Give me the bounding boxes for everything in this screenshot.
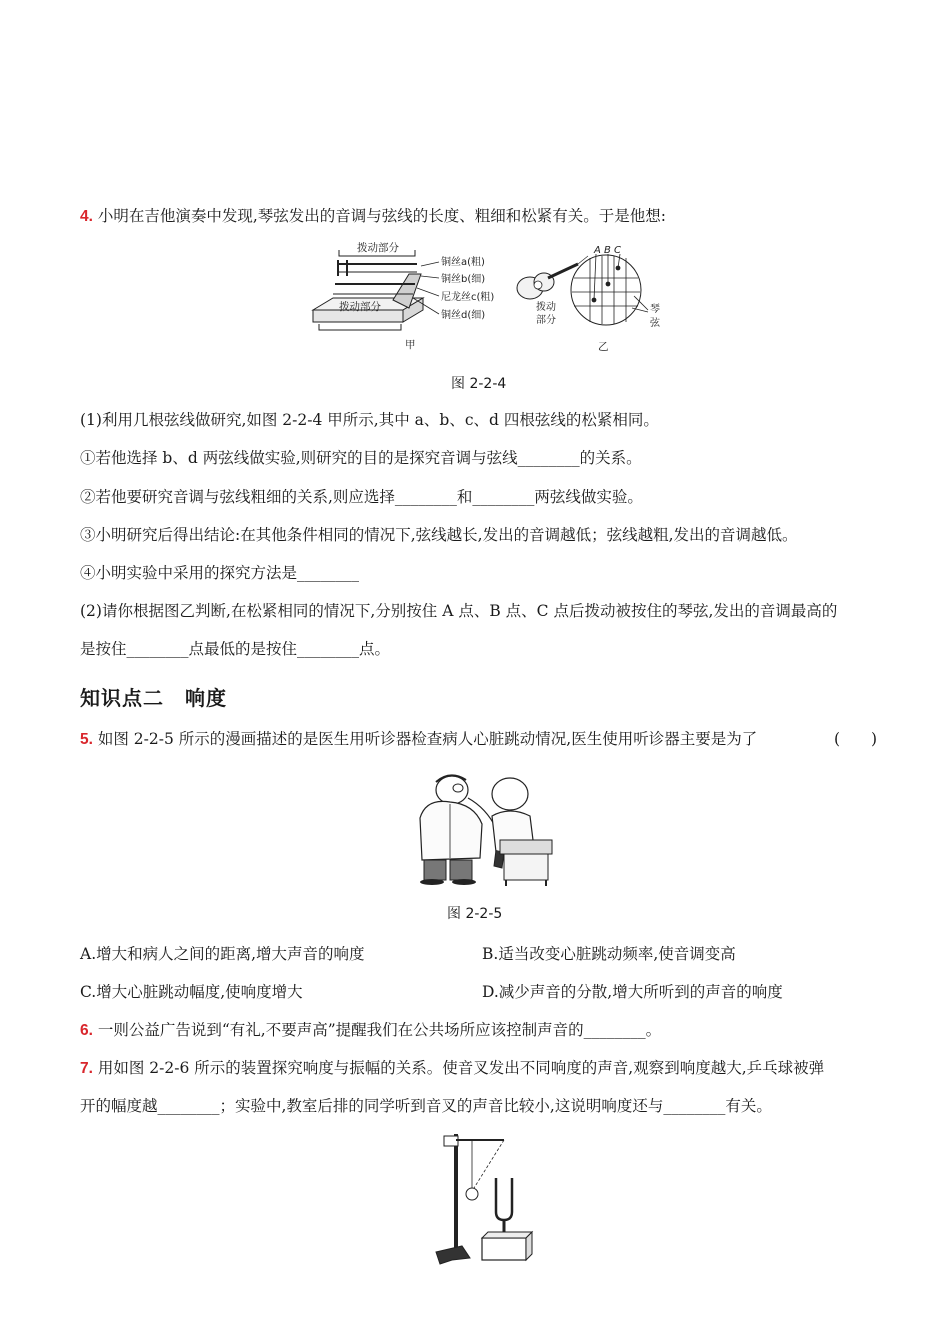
question-text: 如图 2-2-5 所示的漫画描述的是医生用听诊器检查病人心脏跳动情况,医生使用听诊器主要是为了 [97, 730, 758, 748]
q4-part1-3: ③小明研究后得出结论:在其他条件相同的情况下,弦线越长,发出的音调越低；弦线越粗,发出的音调越低。 [80, 526, 798, 544]
label-yi: 乙 [598, 341, 609, 353]
option-d[interactable]: D.减少声音的分散,增大所听到的声音的响度 [482, 983, 783, 1001]
section-heading: 知识点二 响度 [80, 686, 227, 710]
figure-stethoscope-cartoon [400, 768, 560, 890]
figure-jia [305, 238, 515, 360]
q6-stem [80, 1020, 661, 1041]
q4-stem [80, 206, 666, 227]
option-b[interactable]: B.适当改变心脏跳动频率,使音调变高 [482, 945, 736, 963]
label-string-2: 弦 [650, 318, 660, 329]
q4-part2-line1: (2)请你根据图乙判断,在松紧相同的情况下,分别按住 A 点、B 点、C 点后拨动被按住的琴弦,发出的音调最高的 [80, 602, 838, 620]
q5-stem [80, 729, 757, 750]
question-text: 用如图 2-2-6 所示的装置探究响度与振幅的关系。使音叉发出不同响度的声音,观察到响度越大,乒乓球被弹 [97, 1059, 825, 1077]
label-string-b: 铜丝b(细) [441, 274, 486, 285]
q7-line1 [80, 1058, 824, 1079]
option-c[interactable]: C.增大心脏跳动幅度,使响度增大 [80, 983, 303, 1001]
figure-yi [508, 238, 678, 362]
label-points-abc: A B C [594, 245, 622, 256]
q4-part1-2: ②若他要研究音调与弦线粗细的关系,则应选择________和________两弦线做实验。 [80, 488, 643, 506]
q4-part1-4: ④小明实验中采用的探究方法是________ [80, 564, 360, 582]
question-number: 4. [80, 208, 93, 225]
label-string-1: 琴 [650, 304, 660, 315]
figure-tuning-fork [432, 1128, 542, 1272]
label-pluck-top: 拨动部分 [357, 242, 399, 254]
q4-part2-line2: 是按住________点最低的是按住________点。 [80, 640, 391, 658]
q4-part1-1: ①若他选择 b、d 两弦线做实验,则研究的目的是探究音调与弦线________的关系。 [80, 449, 642, 467]
q7-line2: 开的幅度越________；实验中,教室后排的同学听到音叉的声音比较小,这说明响度还与________有关。 [80, 1097, 772, 1115]
label-pluck-2: 部分 [536, 315, 556, 326]
answer-bracket: ( ) [834, 730, 878, 748]
question-number: 7. [80, 1060, 93, 1077]
label-string-c: 尼龙丝c(粗) [441, 292, 495, 303]
label-pluck-bottom: 拨动部分 [339, 301, 381, 313]
question-text: 小明在吉他演奏中发现,琴弦发出的音调与弦线的长度、粗细和松紧有关。于是他想: [97, 207, 667, 225]
label-pluck-1: 拨动 [536, 302, 556, 313]
question-number: 6. [80, 1022, 93, 1039]
figure-caption-2-2-4: 图 2-2-4 [451, 376, 507, 392]
label-jia: 甲 [405, 339, 416, 351]
question-number: 5. [80, 731, 93, 748]
q4-part1: (1)利用几根弦线做研究,如图 2-2-4 甲所示,其中 a、b、c、d 四根弦线的松紧相同。 [80, 411, 659, 429]
question-text: 一则公益广告说到“有礼,不要声高”提醒我们在公共场所应该控制声音的________。 [97, 1021, 662, 1039]
label-string-a: 铜丝a(粗) [441, 257, 485, 268]
figure-caption-2-2-5: 图 2-2-5 [447, 906, 503, 922]
option-a[interactable]: A.增大和病人之间的距离,增大声音的响度 [80, 945, 365, 963]
label-string-d: 铜丝d(细) [441, 310, 486, 321]
